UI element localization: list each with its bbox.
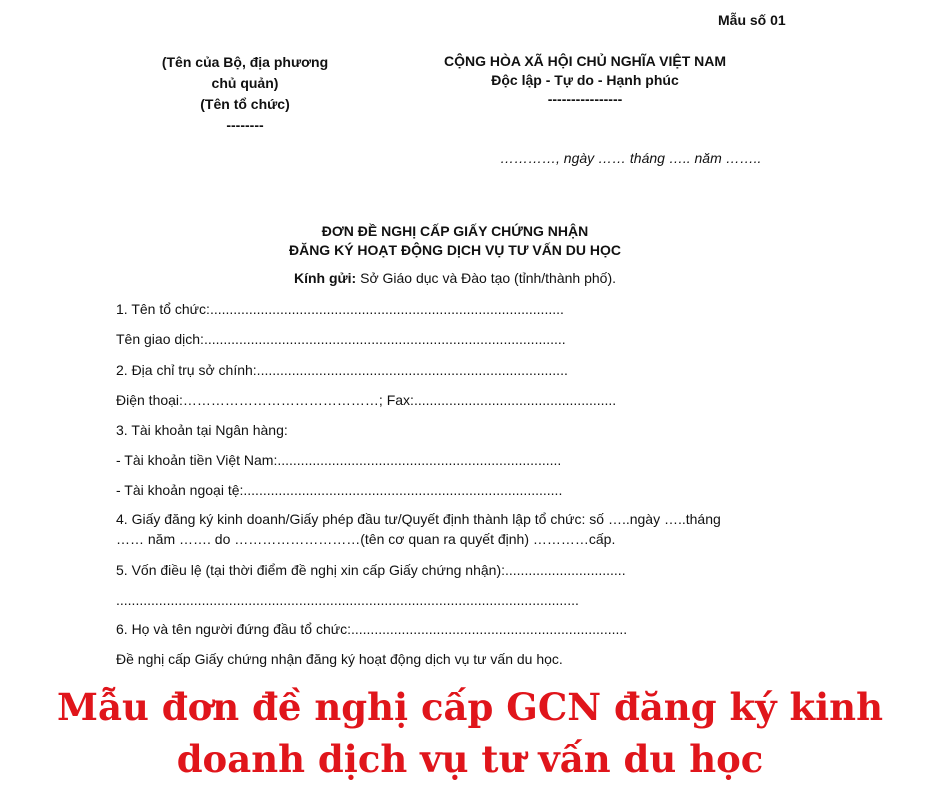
ministry-line-2: chủ quản) xyxy=(211,75,279,91)
field-charter-capital-continued: ....................................................................................................................... xyxy=(116,592,579,608)
ministry-line: (Tên của Bộ, địa phương xyxy=(161,54,329,70)
field-business-license: 4. Giấy đăng ký kinh doanh/Giấy phép đầu tư/Quyết định thành lập tổ chức: số …..ngày …..tháng xyxy=(116,511,721,527)
caption-line-1: Mẫu đơn đề nghị cấp GCN đăng ký kinh xyxy=(57,685,883,729)
organization-name: (Tên tổ chức) xyxy=(200,96,290,112)
image-caption xyxy=(0,681,940,785)
recipient-text: Sở Giáo dục và Đào tạo (tỉnh/thành phố). xyxy=(356,270,616,286)
national-title: CỘNG HÒA XÃ HỘI CHỦ NGHĨA VIỆT NAM xyxy=(443,53,727,69)
national-divider: ---------------- xyxy=(547,91,623,107)
document-title xyxy=(200,222,710,260)
caption-line-2: doanh dịch vụ tư vấn du học xyxy=(176,737,764,781)
request-statement: Đề nghị cấp Giấy chứng nhận đăng ký hoạt động dịch vụ tư vấn du học. xyxy=(116,651,563,667)
field-head-of-organization: 6. Họ và tên người đứng đầu tổ chức:....................................................................... xyxy=(116,621,628,637)
title-line-2: ĐĂNG KÝ HOẠT ĐỘNG DỊCH VỤ TƯ VẤN DU HỌC xyxy=(288,242,622,258)
field-foreign-account: - Tài khoản ngoại tệ:.................................................................................. xyxy=(116,482,563,498)
form-number: Mẫu số 01 xyxy=(718,12,786,28)
field-phone-fax: Điện thoại:……………………………………; Fax:.................................................... xyxy=(116,392,617,408)
recipient-line xyxy=(0,270,910,286)
national-motto: Độc lập - Tự do - Hạnh phúc xyxy=(491,72,679,88)
field-vnd-account: - Tài khoản tiền Việt Nam:......................................................................... xyxy=(116,452,562,468)
header-divider: -------- xyxy=(226,117,264,133)
recipient-label: Kính gửi: xyxy=(293,270,357,286)
national-header xyxy=(420,52,750,109)
field-organization-name: 1. Tên tổ chức:........................................................................................... xyxy=(116,301,564,317)
organization-header xyxy=(130,52,360,136)
field-trade-name: Tên giao dịch:............................................................................................. xyxy=(116,331,566,347)
date-line: …………, ngày …… tháng ….. năm …….. xyxy=(500,150,762,166)
field-license-issuer: …… năm ……. do ………………………(tên cơ quan ra quyết định) …………cấp. xyxy=(116,531,616,547)
field-address: 2. Địa chỉ trụ sở chính:................................................................................ xyxy=(116,362,568,378)
title-line-1: ĐƠN ĐỀ NGHỊ CẤP GIẤY CHỨNG NHẬN xyxy=(321,223,589,239)
field-bank-accounts: 3. Tài khoản tại Ngân hàng: xyxy=(116,422,288,438)
field-charter-capital: 5. Vốn điều lệ (tại thời điểm đề nghị xin cấp Giấy chứng nhận):............................... xyxy=(116,562,626,578)
